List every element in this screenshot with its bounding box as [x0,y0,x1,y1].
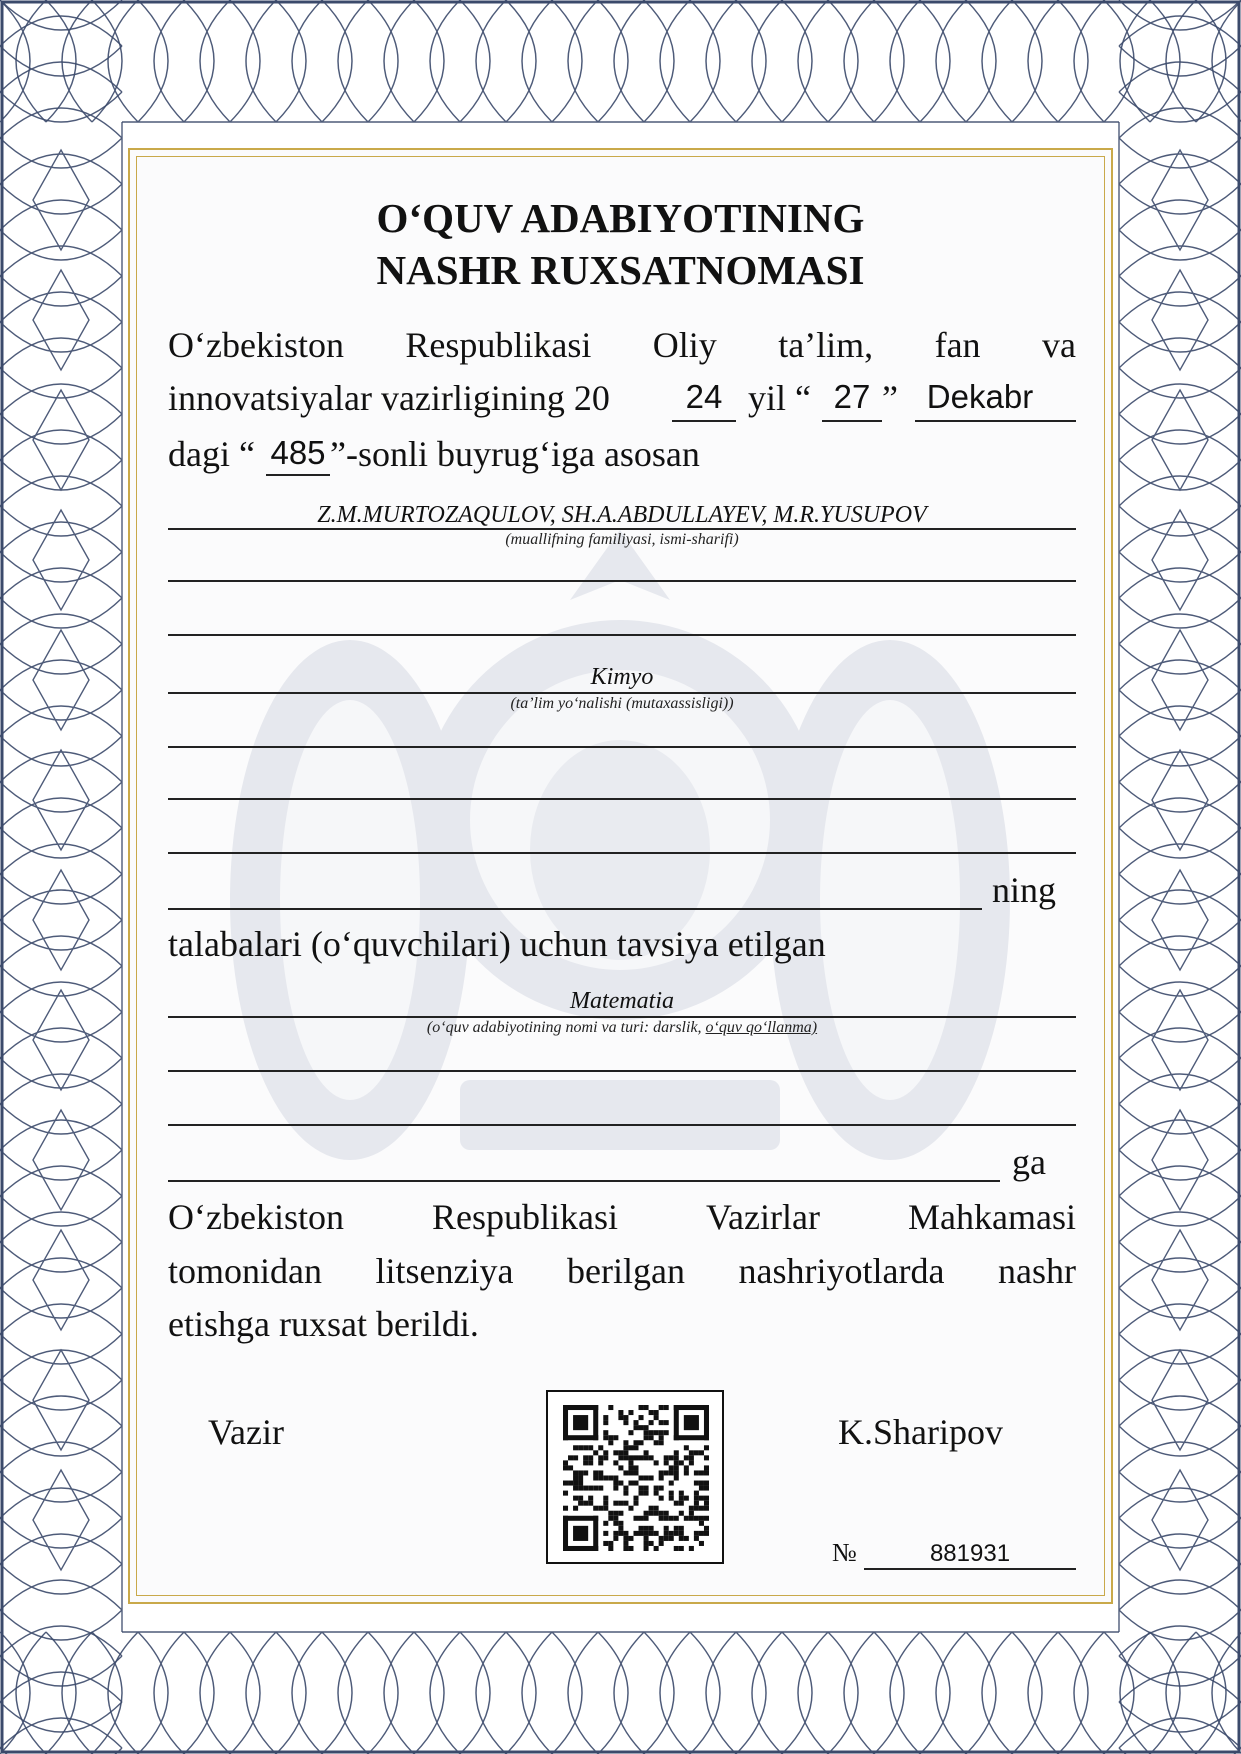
year-suffix-field: 24 [685,378,723,415]
certificate-number: 881931 [929,1540,1011,1567]
specialty-caption: (ta’lim yo‘nalishi (mutaxassisligi)) [510,695,734,712]
book-caption: (o‘quv adabiyotining nomi va turi: darslik, o‘quv qo‘llanma) [426,1019,818,1036]
intro-line-3-suffix: ”-sonli buyrug‘iga asosan [330,434,700,474]
ga-label: ga [1012,1142,1046,1182]
day-field: 27 [833,378,871,415]
intro-line-2-prefix: innovatsiyalar vazirligining 20 [168,378,610,418]
authors-caption: (muallifning familiyasi, ismi-sharifi) [505,531,739,548]
intro-line-1: O‘zbekiston Respublikasi Oliy ta’lim, fan va [168,325,1076,365]
closing-line-1: O‘zbekiston Respublikasi Vazirlar Mahkamasi [168,1197,1076,1237]
close-quote: ” [882,378,898,418]
order-number-field: 485 [270,434,326,471]
closing-line-2: tomonidan litsenziya berilgan nashriyotlarda nashr [168,1251,1076,1291]
number-symbol: № [832,1538,857,1567]
authors-field: Z.M.MURTOZAQULOV, SH.A.ABDULLAYEV, M.R.YUSUPOV [317,502,927,528]
signature-name: K.Sharipov [838,1412,1003,1452]
closing-line-3: etishga ruxsat berildi. [168,1304,479,1344]
month-field: Dekabr [926,378,1034,415]
intro-line-3-prefix: dagi “ [168,434,255,474]
signature-role: Vazir [208,1412,284,1452]
ning-label: ning [992,870,1057,910]
document-title-line2: NASHR RUXSATNOMASI [376,247,865,293]
yil-label: yil “ [748,378,811,418]
students-line: talabalari (o‘quvchilari) uchun tavsiya etilgan [168,924,826,964]
specialty-field: Kimyo [590,664,654,690]
document-title-line1: O‘QUV ADABIYOTINING [376,195,865,241]
book-title-field: Matematia [570,988,674,1014]
qr-code-icon[interactable] [546,1390,724,1564]
